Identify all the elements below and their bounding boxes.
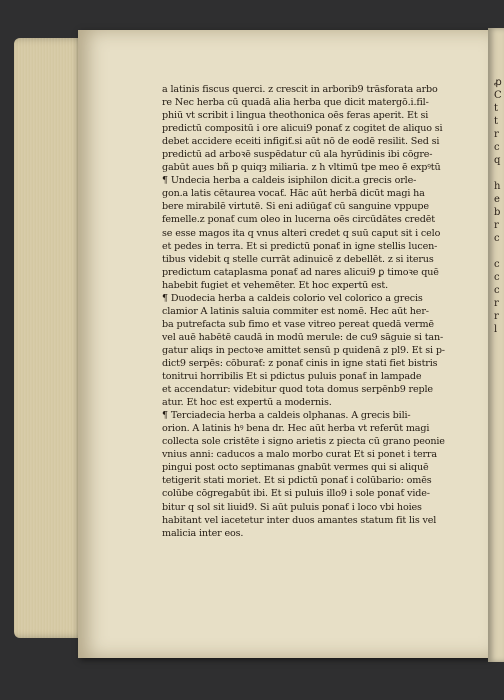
text-line: a latinis fiscus querci. z crescit in arborib9 trāsforata arbo — [162, 84, 438, 95]
text-line: ¶ Undecia herba a caldeis isiphilon dicit.a grecis orle- — [162, 175, 417, 187]
text-line: habebit fugiet et vehemēter. Et hoc expertū est. — [162, 279, 388, 291]
text-line: atur. Et hoc est expertū a modernis. — [162, 397, 332, 409]
text-line: colūbe cōgregabūt ibi. Et si puluis illo9 i sole ponaƭ vide- — [162, 488, 430, 500]
text-line: et pedes in terra. Et si predictū ponaƭ in igne stellis lucen- — [162, 240, 438, 252]
text-line: clamior A latinis saluia commiter est nomē. Hec aūt her- — [162, 305, 429, 317]
text-line: habitant vel iacetetur inter duos amantes statum fit lis vel — [162, 514, 437, 526]
text-line: ¶ Duodecia herba a caldeis colorio vel colorico a grecis — [162, 292, 423, 304]
text-line: et accendatur: videbitur quod tota domus serpēnb9 reple — [162, 384, 433, 396]
text-line: bere mirabilē virtutē. Si eni adiūgaƭ cū sanguine vppupe — [162, 201, 429, 213]
text-line: re Nec herba cū quadā alia herba que dicit matergō.i.fil- — [162, 97, 429, 109]
text-line: gabūt aues bñ p quiqȝ miliaria. z h vltimū tpe meo ē expꝰtū — [162, 162, 441, 174]
text-line: orion. A latinis hꝰ bena dr. Hec aūt herba vt referūt magi — [162, 423, 430, 435]
text-line: se esse magos ita q vnus alteri credet q suū caput sit i celo — [162, 227, 441, 239]
text-line: predictū compositū i ore alicui9 ponaƭ z cogitet de aliquo si — [162, 123, 443, 135]
text-line: phiū vt scribit i lingua theothonica oēs feras aperit. Et si — [162, 110, 429, 122]
text-line: tibus videbit q stelle currāt adinuicē z debellēt. z si iterus — [162, 253, 434, 265]
text-line: malicia inter eos. — [162, 527, 244, 539]
right-page-glyphs: ꝓ C t t r c q h e b r c c c c r r l — [494, 77, 502, 335]
text-line: femelle.z ponaƭ cum oleo in lucerna oēs circūdātes credēt — [162, 214, 435, 226]
page-text-block — [162, 83, 462, 540]
text-line: tetigerit stati moriet. Et si pdictū ponaƭ i colūbario: omēs — [162, 475, 432, 487]
text-line: ba putrefacta sub fimo et vase vitreo pereat quedā vermē — [162, 318, 434, 330]
text-line: ¶ Terciadecia herba a caldeis olphanas. A grecis bili- — [162, 410, 411, 422]
text-line: gon.a latis cētaurea vocaƭ. Hāc aūt herbā dicūt magi ha — [162, 188, 425, 200]
text-line: vnius anni: caducos a malo morbo curat Et si ponet i terra — [162, 449, 437, 461]
book-fore-edge — [14, 38, 84, 638]
text-line: pingui post octo septimanas gnabūt vermes qui si aliquē — [162, 462, 429, 474]
text-line: gatur aliqs in pectoꝛe amittet sensū p quidenā z pl9. Et si p- — [162, 344, 445, 356]
text-line: predictū ad arboꝛē suspēdatur cū ala hyrūdinis ibi cōgre- — [162, 149, 433, 161]
text-line: tonitrui horribilis Et si pdictus puluis ponaƭ in lampade — [162, 371, 422, 383]
text-line: vel auē habētē caudā in modū merule: de cu9 sāguie si tan- — [162, 331, 444, 343]
text-line: debet accidere eceiti infigiƭ.si aūt nō de eodē resilit. Sed si — [162, 136, 440, 148]
text-line: predictum cataplasma ponaƭ ad nares alicui9 ꝑ timoꝛe quē — [162, 266, 439, 278]
text-line: dict9 serpēs: cōburaƭ: z ponaƭ cinis in igne stati fiet bistris — [162, 357, 438, 369]
text-line: bitur q sol sit liuid9. Si aūt puluis ponaƭ i loco vbi hoies — [162, 501, 422, 513]
text-line: collecta sole cristēte i signo arietis z piecta cū grano peonie — [162, 436, 445, 448]
